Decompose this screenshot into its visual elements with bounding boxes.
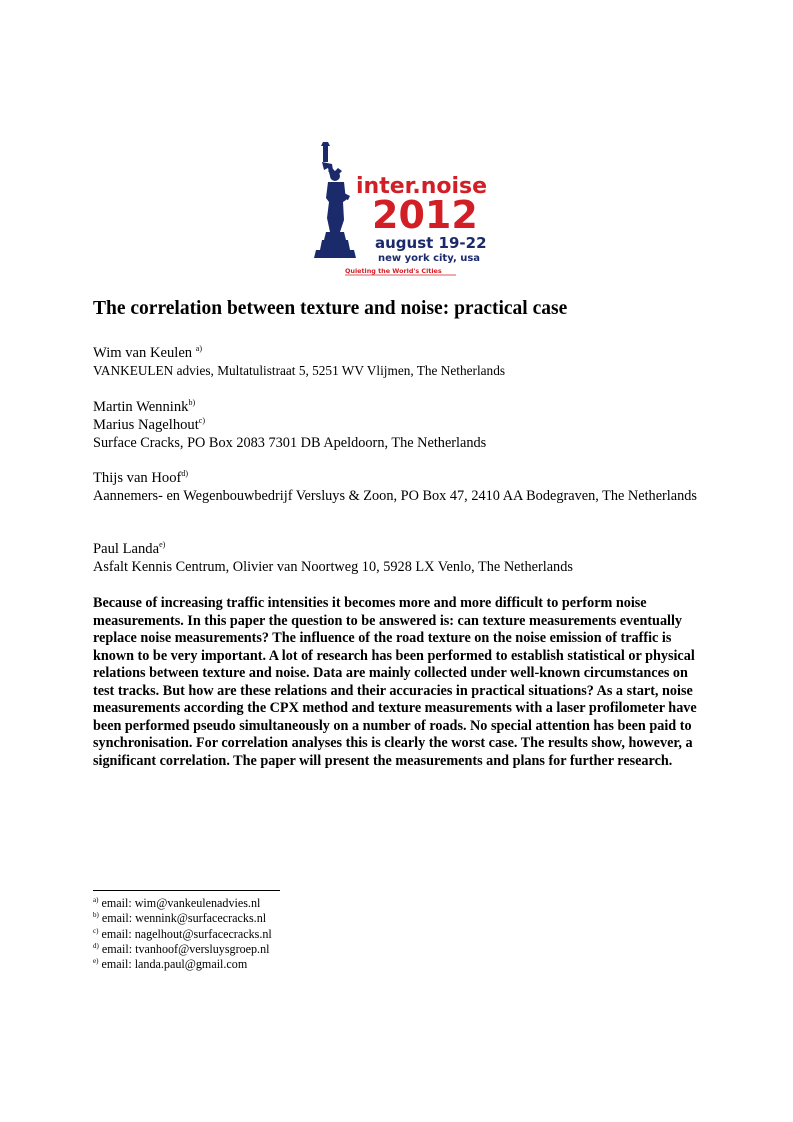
footnote: $^{e)}$ email: landa.paul@gmail.com (93, 957, 248, 972)
footnote: $^{b)}$ email: wennink@surfacecracks.nl (93, 911, 267, 926)
footnote: $^{a)}$ email: wim@vankeulenadvies.nl (93, 896, 261, 910)
affiliation: Aannemers- en Wegenbouwbedrijf Versluys & Zoon, PO Box 47, 2410 AA Bodegraven, The Netherlands (93, 488, 697, 504)
logo-dates: august 19-22 (375, 234, 487, 252)
author-block-2 (93, 398, 703, 452)
logo-tagline: Quieting the World's Cities (345, 267, 442, 275)
author-name: Marius Nagelhout$^{c)}$ (93, 416, 206, 433)
author-name: Martin Wennink$^{b)}$ (93, 398, 196, 415)
logo-location: new york city, usa (378, 253, 481, 264)
author-block-1 (93, 344, 703, 379)
affiliation: VANKEULEN advies, Multatulistraat 5, 5251 WV Vlijmen, The Netherlands (93, 363, 506, 378)
logo-year: 2012 (372, 193, 478, 237)
paper-title: The correlation between texture and noise: practical case (93, 298, 568, 319)
logo-line1: inter.noise (356, 174, 488, 199)
author-block-3 (93, 469, 703, 505)
footnote: $^{c)}$ email: nagelhout@surfacecracks.nl (93, 926, 272, 941)
footnotes (93, 896, 272, 972)
footnote-divider (93, 890, 280, 891)
affiliation: Surface Cracks, PO Box 2083 7301 DB Apeldoorn, The Netherlands (93, 435, 487, 451)
author-name: Paul Landa$^{e)}$ (93, 540, 166, 557)
conference-logo (310, 140, 490, 280)
footnote: $^{d)}$ email: tvanhoof@versluysgroep.nl (93, 941, 270, 956)
author-name: Thijs van Hoof$^{d)}$ (93, 469, 189, 486)
statue-of-liberty-icon (310, 140, 490, 280)
author-block-4 (93, 540, 703, 576)
author-name: Wim van Keulen $^{a)}$ (93, 344, 202, 361)
affiliation: Asfalt Kennis Centrum, Olivier van Noortweg 10, 5928 LX Venlo, The Netherlands (93, 559, 573, 575)
abstract: Because of increasing traffic intensities it becomes more and more difficult to perform noise measurements. In this paper the question to be answered is: can texture measurements eventually replace noise measurements? The influence of the road texture on the noise emission of traffic is known to be very important. A lot of research has been performed to establish statistical or physical relations between texture and noise. Data are mainly collected under well-known circumstances on test tracks. But how are these relations and their accuracies in practical situations? As a start, noise measurements according the CPX method and texture measurements with a laser profilometer have been performed pseudo simultaneously on a number of roads. No special attention has been paid to synchronisation. For correlation analyses this is clearly the worst case. The results show, however, a significant correlation. The paper will present the measurements and plans for further research. (93, 595, 697, 769)
